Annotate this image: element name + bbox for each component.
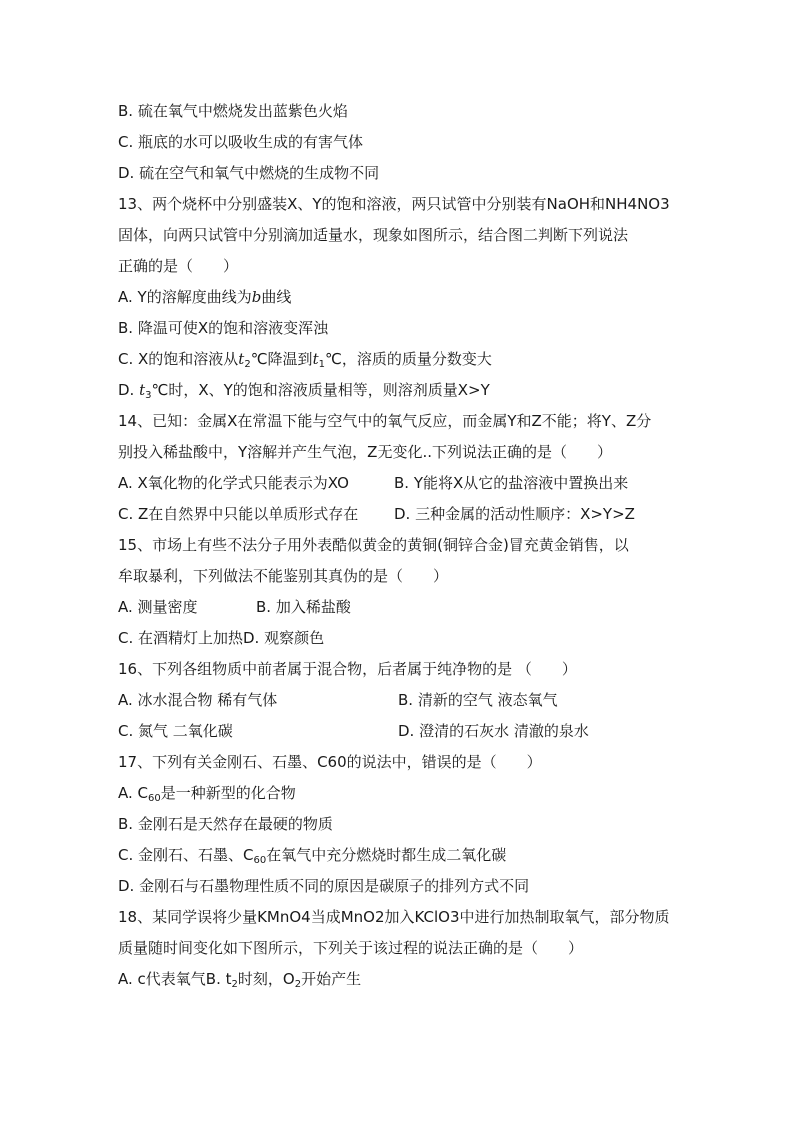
q12-option-d: D. 硫在空气和氧气中燃烧的生成物不同	[118, 164, 380, 182]
q12-option-b: B. 硫在氧气中燃烧发出蓝紫色火焰	[118, 102, 348, 120]
q17-option-a-sub: 60	[148, 793, 161, 804]
q14-stem-line-2: 别投入稀盐酸中，Y溶解并产生气泡，Z无变化..下列说法正确的是（ ）	[118, 443, 612, 461]
q13-option-c-mid: ℃降温到	[250, 350, 313, 368]
q13-stem-line-1: 13、两个烧杯中分别盛装X、Y的饱和溶液，两只试管中分别装有NaOH和NH4NO3	[118, 195, 670, 213]
q14-option-b: B. Y能将X从它的盐溶液中置换出来	[394, 474, 629, 492]
q16-stem: 16、下列各组物质中前者属于混合物，后者属于纯净物的是 （ ）	[118, 660, 577, 678]
q17-option-a-text: A. C	[118, 784, 149, 802]
q13-option-a-var: b	[251, 288, 262, 306]
q13-option-c	[118, 344, 688, 375]
q13-option-c-t: t	[238, 350, 245, 368]
q17-option-a	[118, 778, 688, 809]
q18-stem-line-1: 18、某同学误将少量KMnO4当成MnO2加入KClO3中进行加热制取氧气，部分物质	[118, 908, 670, 926]
q14-option-d: D. 三种金属的活动性顺序：X>Y>Z	[394, 505, 635, 523]
q13-stem-line-3: 正确的是（ ）	[118, 257, 239, 275]
q17-option-b: B. 金刚石是天然存在最硬的物质	[118, 815, 333, 833]
q13-option-b: B. 降温可使X的饱和溶液变浑浊	[118, 319, 329, 337]
q14-options-row-2	[118, 499, 688, 530]
q17-option-c-text: C. 金刚石、石墨、C	[118, 846, 254, 864]
q13-option-d-text: D.	[118, 381, 140, 399]
q13-option-c-text: C. X的饱和溶液从	[118, 350, 239, 368]
q18-options-a-b	[118, 964, 688, 995]
q14-option-a: A. X氧化物的化学式只能表示为XO	[118, 474, 349, 492]
q16-option-a: A. 冰水混合物 稀有气体	[118, 691, 278, 709]
q16-options-row-2	[118, 716, 688, 747]
q13-option-c-sub1: 2	[244, 359, 251, 370]
q17-option-a-text-end: 是一种新型的化合物	[160, 784, 296, 802]
q16-options-row-1	[118, 685, 688, 716]
q17-option-c-text-end: 在氧气中充分燃烧时都生成二氧化碳	[266, 846, 507, 864]
q15-option-b: B. 加入稀盐酸	[256, 598, 351, 616]
q13-option-d-text-end: ℃时，X、Y的饱和溶液质量相等，则溶剂质量X>Y	[151, 381, 490, 399]
q15-stem-line-1: 15、市场上有些不法分子用外表酷似黄金的黄铜(铜锌合金)冒充黄金销售，以	[118, 536, 629, 554]
q13-option-a-text: A. Y的溶解度曲线为	[118, 288, 252, 306]
q13-option-d	[118, 375, 688, 406]
q16-option-b: B. 清新的空气 液态氧气	[398, 691, 558, 709]
q18-options-text: A. c代表氧气B. t	[118, 970, 232, 988]
q13-option-c-t2: t	[312, 350, 319, 368]
q15-option-a: A. 测量密度	[118, 598, 198, 616]
q15-options-c-d: C. 在酒精灯上加热D. 观察颜色	[118, 629, 325, 647]
q17-option-c-sub: 60	[253, 855, 267, 866]
q13-option-d-sub: 3	[145, 390, 152, 401]
q13-option-c-sub2: 1	[318, 359, 325, 370]
q13-option-a	[118, 282, 688, 313]
q17-option-d: D. 金刚石与石墨物理性质不同的原因是碳原子的排列方式不同	[118, 877, 530, 895]
q18-options-sub2: 2	[294, 979, 302, 990]
q15-options-row-1	[118, 592, 688, 623]
q16-option-d: D. 澄清的石灰水 清澈的泉水	[398, 722, 589, 740]
q15-stem-line-2: 牟取暴利，下列做法不能鉴别其真伪的是（ ）	[118, 567, 449, 585]
q18-options-text-end: 开始产生	[301, 970, 362, 988]
q14-options-row-1	[118, 468, 688, 499]
q18-stem-line-2: 质量随时间变化如下图所示，下列关于该过程的说法正确的是（ ）	[118, 939, 584, 957]
q17-stem: 17、下列有关金刚石、石墨、C60的说法中，错误的是（ ）	[118, 753, 542, 771]
q13-option-d-t: t	[139, 381, 146, 399]
q13-option-a-text-end: 曲线	[261, 288, 292, 306]
q17-option-c	[118, 840, 688, 871]
q13-stem-line-2: 固体，向两只试管中分别滴加适量水，现象如图所示，结合图二判断下列说法	[118, 226, 629, 244]
q14-option-c: C. Z在自然界中只能以单质形式存在	[118, 505, 359, 523]
q12-option-c: C. 瓶底的水可以吸收生成的有害气体	[118, 133, 364, 151]
q16-option-c: C. 氮气 二氧化碳	[118, 722, 233, 740]
q13-option-c-text-end: ℃，溶质的质量分数变大	[324, 350, 492, 368]
q18-options-sub1: 2	[231, 979, 238, 990]
q14-stem-line-1: 14、已知：金属X在常温下能与空气中的氧气反应，而金属Y和Z不能；将Y、Z分	[118, 412, 652, 430]
q18-options-mid: 时刻，O	[237, 970, 295, 988]
page-content	[118, 96, 688, 995]
